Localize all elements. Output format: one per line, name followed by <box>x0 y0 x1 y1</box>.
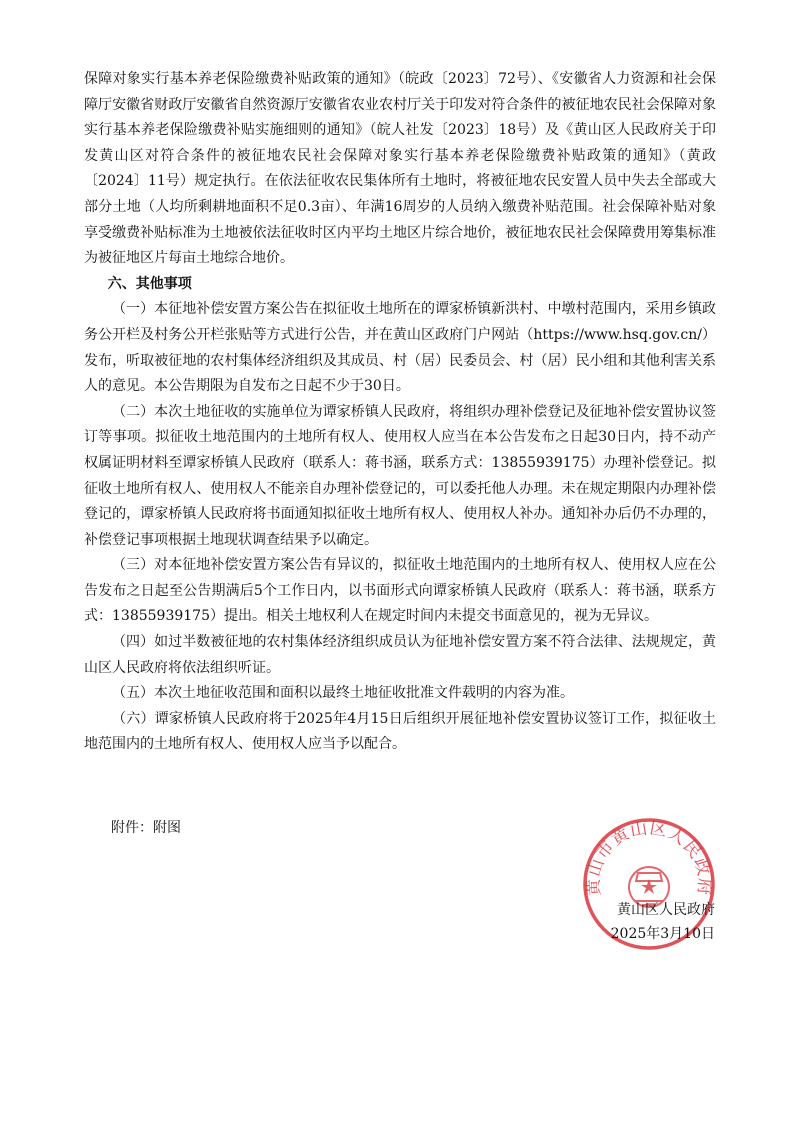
paragraph-item-4: （四）如过半数被征地的农村集体经济组织成员认为征地补偿安置方案不符合法律、法规规定，黄山区人民政府将依法组织听证。 <box>84 634 716 676</box>
attachment-note: 附件：附图 <box>111 820 181 836</box>
paragraph-item-3: （三）对本征地补偿安置方案公告有异议的，拟征收土地范围内的土地所有权人、使用权人应在公告发布之日起至公告期满后5个工作日内，以书面形式向谭家桥镇人民政府（联系人：蒋书涵，联系方式：13855939175）提出。相关土地权利人在规定时间内未提交书面意见的，视为无异议。 <box>84 557 716 625</box>
paragraph-item-2: （二）本次土地征收的实施单位为谭家桥镇人民政府，将组织办理补偿登记及征地补偿安置协议签订等事项。拟征收土地范围内的土地所有权人、使用权人应当在本公告发布之日起30日内，持不动产权属证明材料至谭家桥镇人民政府（联系人：蒋书涵，联系方式：13855939175）办理补偿登记。拟征收土地所有权人、使用权人不能亲自办理补偿登记的，可以委托他人办理。未在规定期限内办理补偿登记的，谭家桥镇人民政府将书面通知拟征收土地所有权人、使用权人补办。通知补办后仍不办理的，补偿登记事项根据土地现状调查结果予以确定。 <box>84 403 716 548</box>
signature-block <box>611 898 715 946</box>
paragraph-item-5: （五）本次土地征收范围和面积以最终土地征收批准文件载明的内容为准。 <box>112 685 574 702</box>
seal-text: 黄山市黄山区人民政府 <box>583 818 715 897</box>
signing-organization: 黄山区人民政府 <box>617 902 715 918</box>
paragraph-item-6: （六）谭家桥镇人民政府将于2025年4月15日后组织开展征地补偿安置协议签订工作，拟征收土地范围内的土地所有权人、使用权人应当予以配合。 <box>84 710 716 753</box>
document-body <box>84 67 716 758</box>
paragraph-item-1: （一）本征地补偿安置方案公告在拟征收土地所在的谭家桥镇新洪村、中墩村范围内，采用乡镇政务公开栏及村务公开栏张贴等方式进行公告，并在黄山区政府门户网站（https://www.hsq.gov.cn/）发布，听取被征地的农村集体经济组织及其成员、村（居）民委员会、村（居）民小组和其他利害关系人的意见。本公告期限为自发布之日起不少于30日。 <box>84 301 716 395</box>
signing-date: 2025年3月10日 <box>610 926 715 942</box>
paragraph-continued: 保障对象实行基本养老保险缴费补贴政策的通知》（皖政〔2023〕72号）、《安徽省人力资源和社会保障厅安徽省财政厅安徽省自然资源厅安徽省农业农村厅关于印发对符合条件的被征地农民社会保障对象实行基本养老保险缴费补贴实施细则的通知》（皖人社发〔2023〕18号）及《黄山区人民政府关于印发黄山区对符合条件的被征地农民社会保障对象实行基本养老保险缴费补贴政策的通知》（黄政〔2024〕11号）规定执行。在依法征收农民集体所有土地时，将被征地农民安置人员中失去全部或大部分土地（人均所剩耕地面积不足0.3亩）、年满16周岁的人员纳入缴费补贴范围。社会保障补贴对象享受缴费补贴标准为土地被依法征收时区内平均土地区片综合地价，被征地农民社会保障费用筹集标准为被征地区片每亩土地综合地价。 <box>84 71 716 267</box>
section-heading-other-matters: 六、其他事项 <box>107 275 192 292</box>
